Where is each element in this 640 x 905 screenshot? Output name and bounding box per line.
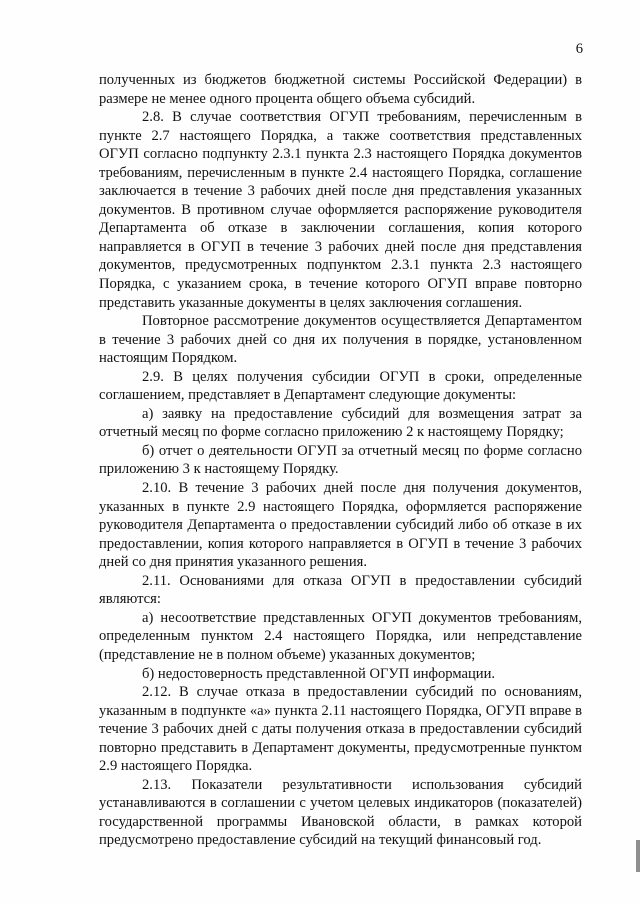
paragraph-repeat-review: Повторное рассмотрение документов осуществляется Департаментом в течение 3 рабочих дней со дня их получения в порядке, установленном настоящим Порядком. [99,313,582,367]
paragraph-2-10: 2.10. В течение 3 рабочих дней после дня получения документов, указанных в пункте 2.9 настоящего Порядка, оформляется распоряжение руководителя Департамента о предоставлении субсидий либо об отказе в их предоставлении, копия которого направляется в ОГУП в течение 3 рабочих дней со дня принятия указанного решения. [99,480,582,571]
paragraph-2-9-a: а) заявку на предоставление субсидий для возмещения затрат за отчетный месяц по форме согласно приложению 2 к настоящему Порядку; [99,405,582,441]
paragraph-2-9: 2.9. В целях получения субсидии ОГУП в сроки, определенные соглашением, представляет в Департамент следующие документы: [99,368,582,404]
paragraph-2-11: 2.11. Основаниями для отказа ОГУП в предоставлении субсидий являются: [99,572,582,608]
paragraph-2-9-b: б) отчет о деятельности ОГУП за отчетный месяц по форме согласно приложению 3 к настоящему Порядку. [99,442,582,478]
paragraph-2-11-a: а) несоответствие представленных ОГУП документов требованиям, определенным пунктом 2.4 настоящего Порядка, или непредставление (представление не в полном объеме) указанных документов; [99,609,582,663]
page-number: 6 [575,41,583,57]
paragraph-continuation: полученных из бюджетов бюджетной системы Российской Федерации) в размере не менее одного процента общего объема субсидий. [99,72,582,107]
paragraph-2-8: 2.8. В случае соответствия ОГУП требованиям, перечисленным в пункте 2.7 настоящего Порядка, а также соответствия представленных ОГУП согласно подпункту 2.3.1 пункта 2.3 настоящего Порядка документов требованиям, перечисленным в пункте 2.4 настоящего Порядка, соглашение заключается в течение 3 рабочих дней после дня представления указанных документов. В противном случае оформляется распоряжение руководителя Департамента об отказе в заключении соглашения, копия которого направляется в ОГУП в течение 3 рабочих дней после дня представления документов, предусмотренных подпунктом 2.3.1 пункта 2.3 настоящего Порядка, с указанием срока, в течение которого ОГУП вправе повторно представить указанные документы в целях заключения соглашения. [99,109,582,311]
paragraph-2-11-b: б) недостоверность представленной ОГУП информации. [142,665,496,682]
paragraph-2-13: 2.13. Показатели результативности использования субсидий устанавливаются в соглашении с учетом целевых индикаторов (показателей) государственной программы Ивановской области, в рамках которой предусмотрено предоставление субсидий на текущий финансовый год. [99,776,582,849]
scan-edge-mark [636,840,640,872]
paragraph-2-12: 2.12. В случае отказа в предоставлении субсидий по основаниям, указанным в подпункте «а» пункта 2.11 настоящего Порядка, ОГУП вправе в течение 3 рабочих дней с даты получения отказа в предоставлении субсидий повторно представить в Департамент документы, предусмотренные пунктом 2.9 настоящего Порядка. [99,684,582,775]
document-body [99,71,582,850]
